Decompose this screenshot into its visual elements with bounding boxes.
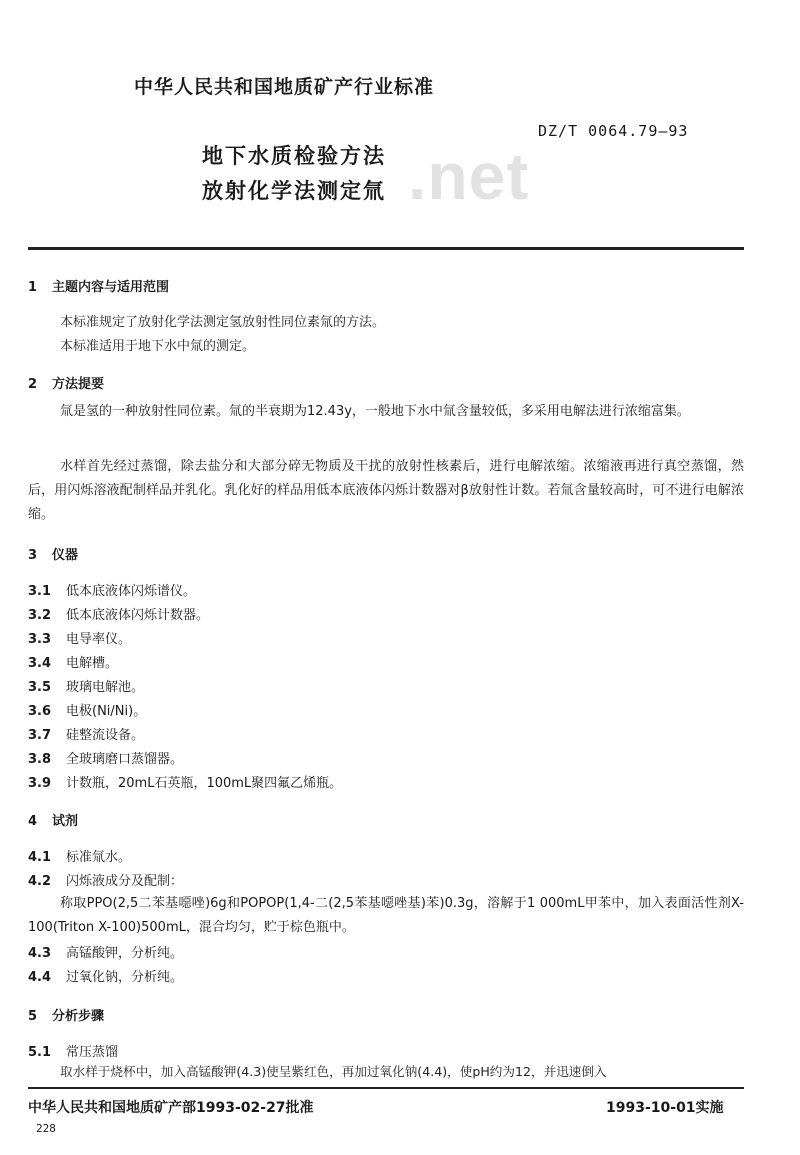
list-item: 3.6 电极(Ni/Ni)。 [28,704,147,719]
section-number: 1 [28,280,38,295]
list-item: 3.3 电导率仪。 [28,632,132,647]
list-item: 3.5 玻璃电解池。 [28,680,145,695]
document-title-line1: 地下水质检验方法 [202,144,386,168]
section-title: 方法提要 [52,377,105,392]
section-4-heading [28,810,78,829]
list-item: 4.4 过氧化钠，分析纯。 [28,970,184,985]
watermark: .net [408,139,530,213]
list-item: 3.9 计数瓶，20mL石英瓶，100mL聚四氟乙烯瓶。 [28,776,343,791]
list-item: 3.4 电解槽。 [28,656,119,671]
section-2-para-1: 氚是氢的一种放射性同位素。氚的半衰期为12.43y，一般地下水中氚含量较低，多采用电解法进行浓缩富集。 [60,404,690,419]
header-rule [28,247,744,250]
section-5-1-body: 取水样于烧杯中，加入高锰酸钾(4.3)使呈紫红色，再加过氧化钠(4.4)，使pH约为12，并迅速倒入 [60,1064,607,1079]
list-item: 3.8 全玻璃磨口蒸馏器。 [28,752,184,767]
section-4-2-body: 称取PPO(2,5二苯基噁唑)6g和POPOP(1,4-二(2,5苯基噁唑基)苯)0.3g，溶解于1 000mL甲苯中，加入表面活性剂X-100(Triton X-100)500mL，混合均匀，贮于棕色瓶中。 [28,896,744,935]
section-2-heading [28,373,104,392]
section-number: 2 [28,377,38,392]
document-title-line2: 放射化学法测定氚 [202,179,386,203]
section-title: 主题内容与适用范围 [52,280,170,295]
section-3-heading [28,544,78,563]
section-2-para-2: 水样首先经过蒸馏，除去盐分和大部分碎无物质及干扰的放射性核素后，进行电解浓缩。浓缩液再进行真空蒸馏，然后，用闪烁溶液配制样品并乳化。乳化好的样品用低本底液体闪烁计数器对β放射性计数。若氚含量较高时，可不进行电解浓缩。 [28,459,744,522]
list-item: 3.2 低本底液体闪烁计数器。 [28,608,210,623]
issuer-approval: 中华人民共和国地质矿产部1993-02-27批准 [28,1100,314,1116]
section-title: 分析步骤 [52,1009,105,1024]
list-item: 4.1 标准氚水。 [28,850,132,865]
section-number: 5 [28,1009,38,1024]
section-number: 4 [28,814,38,829]
list-item: 4.3 高锰酸钾，分析纯。 [28,946,184,961]
footer-rule [28,1087,744,1089]
list-item: 4.2 闪烁液成分及配制： [28,874,184,889]
list-item: 5.1 常压蒸馏 [28,1045,119,1060]
section-5-heading [28,1005,104,1024]
standard-name: 中华人民共和国地质矿产行业标准 [134,76,435,98]
doc-code: DZ/T 0064.79—93 [538,122,689,140]
section-number: 3 [28,548,38,563]
page-number: 228 [36,1122,56,1135]
section-1-para-2: 本标准适用于地下水中氚的测定。 [60,339,256,354]
section-title: 仪器 [52,548,79,563]
section-title: 试剂 [52,814,79,829]
list-item: 3.7 硅整流设备。 [28,728,145,743]
section-1-heading [28,276,169,295]
list-item: 3.1 低本底液体闪烁谱仪。 [28,584,197,599]
effective-date: 1993-10-01实施 [606,1100,724,1116]
section-1-para-1: 本标准规定了放射化学法测定氢放射性同位素氚的方法。 [60,315,386,330]
